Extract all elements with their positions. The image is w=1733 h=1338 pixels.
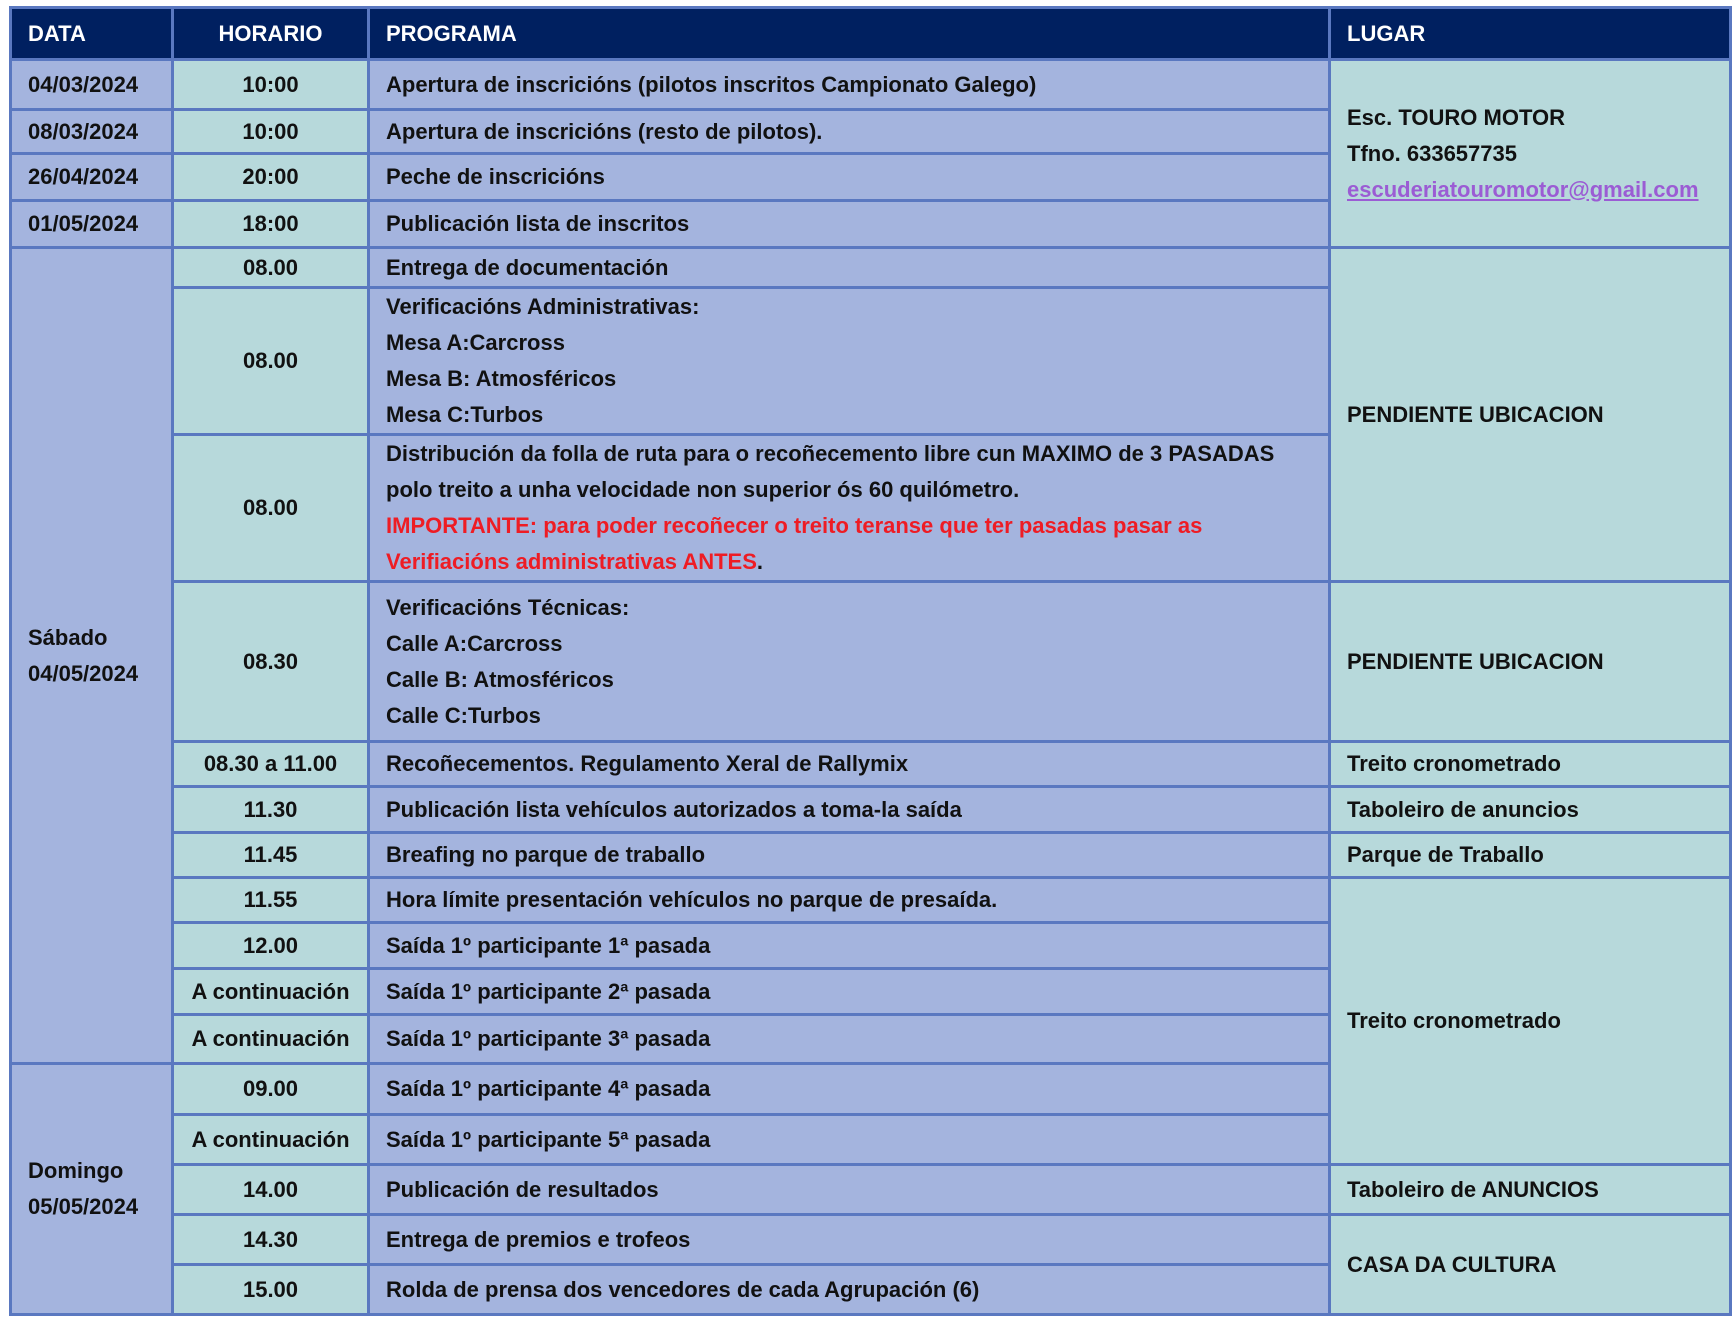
- program-line: Mesa A:Carcross: [386, 330, 565, 355]
- time-cell: 10:00: [173, 60, 369, 110]
- program-line: Calle C:Turbos: [386, 702, 541, 728]
- important-line: Verifiacións administrativas ANTES: [386, 549, 757, 574]
- time-cell: 08.30 a 11.00: [173, 742, 369, 787]
- header-horario: HORARIO: [173, 8, 369, 60]
- table-row: [11, 1165, 1731, 1215]
- escuderia-email-link[interactable]: escuderiatouromotor@gmail.com: [1347, 176, 1699, 202]
- important-line: IMPORTANTE: para poder recoñecer o treito teranse que ter pasadas pasar as: [386, 513, 1203, 538]
- header-lugar: LUGAR: [1330, 8, 1731, 60]
- program-cell: Hora límite presentación vehículos no parque de presaída.: [369, 878, 1330, 923]
- header-row: [11, 8, 1731, 60]
- program-line: Calle B: Atmosféricos: [386, 666, 614, 692]
- date-cell-domingo: [11, 1064, 173, 1315]
- program-line: Mesa C:Turbos: [386, 402, 544, 427]
- location-treito-1: Treito cronometrado: [1330, 742, 1731, 787]
- program-cell: Publicación lista de inscritos: [369, 201, 1330, 248]
- program-cell: Recoñecementos. Regulamento Xeral de Rallymix: [369, 742, 1330, 787]
- table-row: [11, 787, 1731, 833]
- time-cell: 11.45: [173, 833, 369, 878]
- domingo-day: Domingo: [28, 1158, 124, 1183]
- program-line: Verificacións Administrativas:: [386, 294, 700, 319]
- domingo-date: 05/05/2024: [28, 1194, 139, 1219]
- time-cell: 09.00: [173, 1064, 369, 1115]
- program-cell: Publicación de resultados: [369, 1165, 1330, 1215]
- important-tail: .: [756, 549, 763, 574]
- location-taboleiro-2: Taboleiro de ANUNCIOS: [1330, 1165, 1731, 1215]
- time-cell: 18:00: [173, 201, 369, 248]
- location-treito-2: Treito cronometrado: [1330, 878, 1731, 1165]
- program-cell: Saída 1º participante 3ª pasada: [369, 1015, 1330, 1064]
- time-cell: A continuación: [173, 1015, 369, 1064]
- schedule-sheet: [9, 6, 1732, 1316]
- escuderia-phone: Tfno. 633657735: [1347, 140, 1517, 166]
- program-cell: Saída 1º participante 1ª pasada: [369, 923, 1330, 969]
- date-cell: 08/03/2024: [11, 110, 173, 154]
- program-cell: Publicación lista vehículos autorizados a toma-la saída: [369, 787, 1330, 833]
- escuderia-name: Esc. TOURO MOTOR: [1347, 104, 1566, 130]
- table-row: [11, 878, 1731, 923]
- program-cell: Rolda de prensa dos vencedores de cada Agrupación (6): [369, 1265, 1330, 1315]
- time-cell: 14.00: [173, 1165, 369, 1215]
- time-cell: 08.30: [173, 582, 369, 742]
- time-cell: 08.00: [173, 288, 369, 435]
- date-cell: 01/05/2024: [11, 201, 173, 248]
- program-cell: [369, 288, 1330, 435]
- program-cell: Saída 1º participante 4ª pasada: [369, 1064, 1330, 1115]
- program-line: Verificacións Técnicas:: [386, 594, 630, 620]
- header-programa: PROGRAMA: [369, 8, 1330, 60]
- time-cell: A continuación: [173, 1115, 369, 1165]
- time-cell: 08.00: [173, 248, 369, 288]
- table-row: [11, 1215, 1731, 1265]
- program-cell: Saída 1º participante 2ª pasada: [369, 969, 1330, 1015]
- time-cell: 20:00: [173, 154, 369, 201]
- program-cell: Entrega de premios e trofeos: [369, 1215, 1330, 1265]
- schedule-table: [9, 6, 1732, 1316]
- time-cell: 10:00: [173, 110, 369, 154]
- program-cell: Breafing no parque de traballo: [369, 833, 1330, 878]
- time-cell: 15.00: [173, 1265, 369, 1315]
- time-cell: 08.00: [173, 435, 369, 582]
- header-data: DATA: [11, 8, 173, 60]
- table-row: [11, 248, 1731, 288]
- table-row: [11, 60, 1731, 110]
- program-line: polo treito a unha velocidade non superior ós 60 quilómetro.: [386, 477, 1020, 502]
- date-cell-sabado: [11, 248, 173, 1064]
- program-cell: Apertura de inscricións (resto de pilotos).: [369, 110, 1330, 154]
- program-cell: Saída 1º participante 5ª pasada: [369, 1115, 1330, 1165]
- time-cell: A continuación: [173, 969, 369, 1015]
- location-taboleiro-1: Taboleiro de anuncios: [1330, 787, 1731, 833]
- program-cell: [369, 582, 1330, 742]
- program-cell: Peche de inscricións: [369, 154, 1330, 201]
- time-cell: 11.55: [173, 878, 369, 923]
- table-row: [11, 582, 1731, 742]
- program-cell: Entrega de documentación: [369, 248, 1330, 288]
- location-casa-cultura: CASA DA CULTURA: [1330, 1215, 1731, 1315]
- sabado-day: Sábado: [28, 624, 108, 650]
- program-cell: Apertura de inscricións (pilotos inscritos Campionato Galego): [369, 60, 1330, 110]
- location-parque: Parque de Traballo: [1330, 833, 1731, 878]
- date-cell: 04/03/2024: [11, 60, 173, 110]
- time-cell: 14.30: [173, 1215, 369, 1265]
- program-line: Calle A:Carcross: [386, 630, 563, 656]
- table-row: [11, 742, 1731, 787]
- time-cell: 11.30: [173, 787, 369, 833]
- time-cell: 12.00: [173, 923, 369, 969]
- sabado-date: 04/05/2024: [28, 660, 139, 686]
- program-line: Mesa B: Atmosféricos: [386, 366, 617, 391]
- location-pendiente-2: PENDIENTE UBICACION: [1330, 582, 1731, 742]
- location-pendiente-1: PENDIENTE UBICACION: [1330, 248, 1731, 582]
- date-cell: 26/04/2024: [11, 154, 173, 201]
- program-cell: [369, 435, 1330, 582]
- program-line: Distribución da folla de ruta para o recoñecemento libre cun MAXIMO de 3 PASADAS: [386, 441, 1275, 466]
- table-row: [11, 833, 1731, 878]
- location-escuderia: [1330, 60, 1731, 248]
